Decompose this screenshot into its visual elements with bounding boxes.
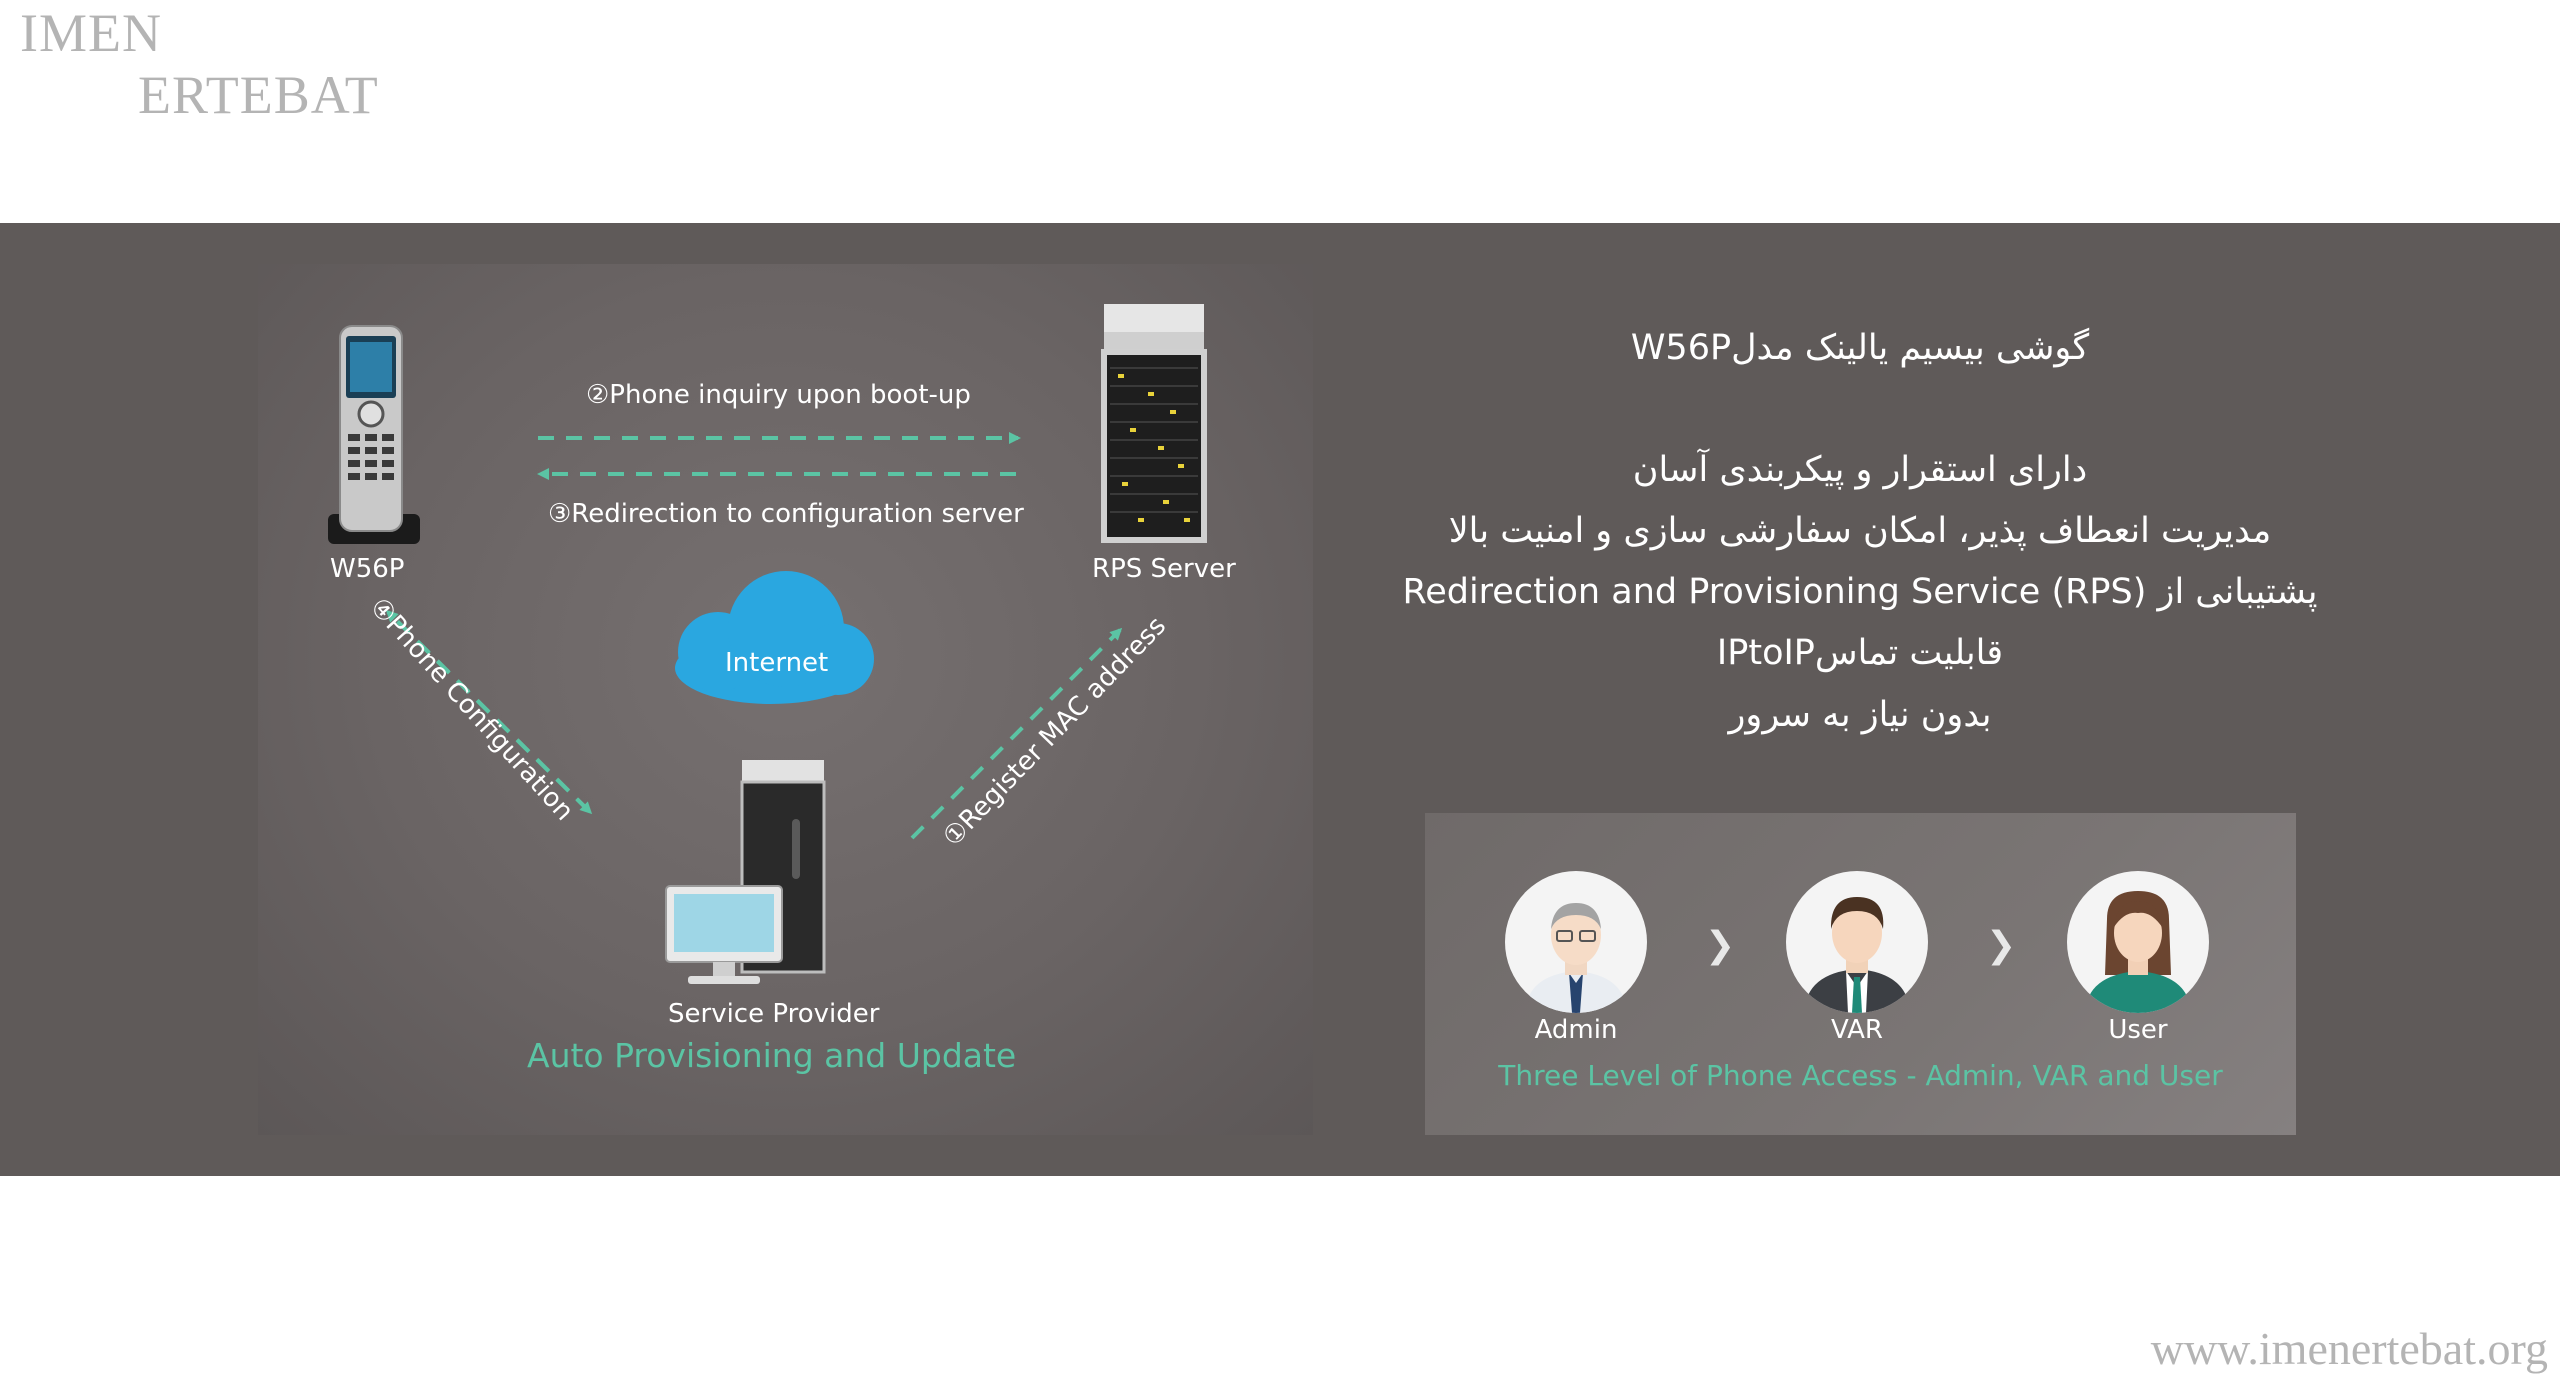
description-line-3: پشتیبانی از Redirection and Provisioning Service (RPS): [1402, 572, 2318, 612]
description-heading: گوشی بیسیم یالینک مدلW56P: [1630, 328, 2090, 368]
step1-label: ①Register MAC address: [937, 610, 1173, 853]
website-url: www.imenertebat.org: [2150, 1323, 2548, 1374]
provider-label: Service Provider: [668, 999, 880, 1029]
access-title: Three Level of Phone Access - Admin, VAR and User: [1498, 1059, 2223, 1092]
phone-label: W56P: [330, 554, 405, 584]
chevron-right-icon: ❯: [1705, 925, 1736, 966]
arrow-register-mac: [912, 630, 1120, 838]
admin-avatar: [1505, 871, 1647, 1013]
step3-label: ③Redirection to configuration server: [548, 499, 1024, 529]
server-icon: [1104, 304, 1204, 540]
user-label: User: [2108, 1015, 2168, 1045]
logo: [20, 2, 379, 126]
description-line-5: بدون نیاز به سرور: [1728, 695, 1992, 735]
var-avatar: [1786, 871, 1928, 1013]
user-avatar: [2067, 871, 2209, 1013]
step2-label: ②Phone inquiry upon boot-up: [586, 380, 971, 410]
var-label: VAR: [1831, 1015, 1883, 1045]
access-levels-panel: [1425, 813, 2296, 1135]
description-line-4: قابلیت تماسIPtoIP: [1716, 633, 2004, 673]
description-line-2: مدیریت انعطاف پذیر، امکان سفارشی سازی و امنیت بالا: [1448, 511, 2272, 551]
admin-label: Admin: [1534, 1015, 1618, 1045]
chevron-right-icon: ❯: [1986, 925, 2017, 966]
step4-label: ④Phone Configuration: [363, 592, 580, 827]
diagram-title: Auto Provisioning and Update: [527, 1036, 1017, 1075]
provisioning-diagram: [258, 264, 1313, 1135]
server-label: RPS Server: [1092, 554, 1236, 584]
cloud-icon: [675, 571, 874, 704]
service-provider-icon: [666, 760, 824, 984]
description-line-1: دارای استقرار و پیکربندی آسان: [1632, 450, 2088, 490]
logo-line-2: ERTEBAT: [138, 65, 379, 125]
logo-line-1: IMEN: [20, 3, 162, 63]
cloud-label: Internet: [725, 648, 829, 678]
phone-icon: [328, 326, 420, 544]
